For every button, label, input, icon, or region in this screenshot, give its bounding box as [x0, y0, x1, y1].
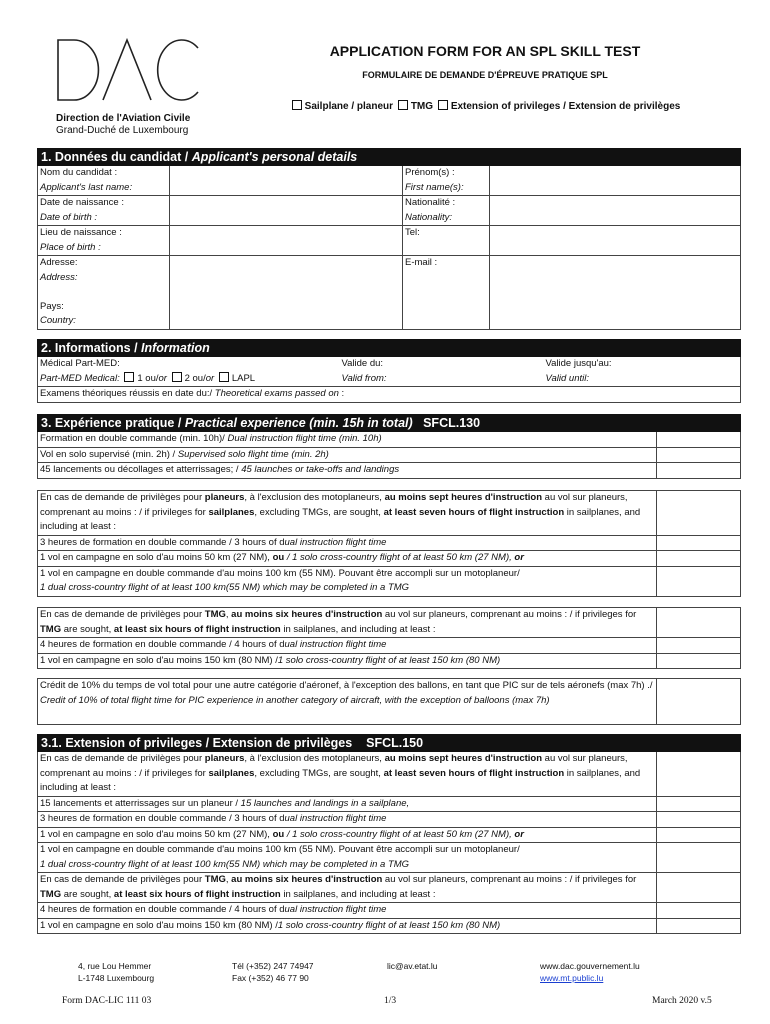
row-ext-tmg-solo-xc: 1 vol en campagne en solo d'au moins 150 km (80 NM) /1 solo cross-country flight of at least 150 km (80 NM) [38, 918, 657, 934]
footer-email[interactable]: lic@av.etat.lu [387, 961, 438, 971]
ext-tmg-intro: En cas de demande de privilèges pour TMG, au moins six heures d'instruction au vol sur planeurs, comprenant au moins : / if privileges for TMG are sought, at least six hours of flight instruction in sailplanes, and including at least : [38, 873, 657, 903]
row-ext-dual-xc: 1 vol en campagne en double commande d'au moins 100 km (55 NM). Pouvant être accompli sur un motoplaneur/ 1 dual cross-country flight of at least 100 km(55 NM) which may be completed in a TMG [38, 843, 657, 873]
row-sail-dual: 3 heures de formation en double commande / 3 hours of dual instruction flight time [38, 535, 657, 551]
logo-line-2: Grand-Duché de Luxembourg [56, 125, 189, 136]
label-first-name: Prénom(s) : First name(s): [403, 166, 490, 196]
input-tmg-total[interactable] [657, 608, 741, 638]
section-1-heading: 1. Données du candidat / Applicant's personal details [38, 149, 741, 166]
row-dual-instruction: Formation en double commande (min. 10h)/ Dual instruction flight time (min. 10h) [38, 432, 657, 448]
input-dob[interactable] [170, 196, 403, 226]
checkbox-medical-lapl[interactable] [219, 372, 229, 382]
input-ext-tmg-total[interactable] [657, 873, 741, 903]
input-nationality[interactable] [490, 196, 741, 226]
category-options [230, 100, 740, 112]
label-nationality: Nationalité : Nationality: [403, 196, 490, 226]
row-sail-dual-xc: 1 vol en campagne en double commande d'au moins 100 km (55 NM). Pouvant être accompli sur un motoplaneur/ 1 dual cross-country flight of at least 100 km(55 NM) which may be completed in a TMG [38, 566, 657, 596]
input-sail-dual[interactable] [657, 535, 741, 551]
input-address[interactable] [170, 256, 403, 330]
sailplane-intro: En cas de demande de privilèges pour planeurs, à l'exclusion des motoplaneurs, au moins sept heures d'instruction au vol sur planeurs, comprenant au moins : / if privileges for sailplanes, excluding TMGs, are sought, at least seven hours of flight instruction in sailplanes, and including at least : [38, 491, 657, 536]
tmg-intro: En cas de demande de privilèges pour TMG, au moins six heures d'instruction au vol sur planeurs, comprenant au moins : / if privileges for TMG are sought, at least six hours of flight instruction in sailplanes, and including at least : [38, 608, 657, 638]
input-last-name[interactable] [170, 166, 403, 196]
input-place-of-birth[interactable] [170, 226, 403, 256]
page-title: APPLICATION FORM FOR AN SPL SKILL TEST [329, 43, 641, 59]
valid-until[interactable]: Valide jusqu'au: Valid until: [544, 357, 741, 387]
footer-fax: Fax (+352) 46 77 90 [232, 973, 309, 983]
option-sailplane: Sailplane / planeur [304, 101, 394, 112]
form-version: March 2020 v.5 [652, 996, 712, 1006]
credit-requirements [37, 678, 741, 725]
input-credit[interactable] [657, 679, 741, 725]
input-ext-launches[interactable] [657, 796, 741, 812]
footer-address [78, 960, 154, 984]
input-tmg-dual[interactable] [657, 638, 741, 654]
page-number: 1/3 [384, 996, 397, 1006]
checkbox-medical-2[interactable] [172, 372, 182, 382]
section-3-heading: 3. Expérience pratique / Practical experience (min. 15h in total) SFCL.130 [38, 415, 741, 432]
input-sail-solo-xc[interactable] [657, 551, 741, 567]
ext-sailplane-intro: En cas de demande de privilèges pour planeurs, à l'exclusion des motoplaneurs, au moins sept heures d'instruction au vol sur planeurs, comprenant au moins : / if privileges for sailplanes, excluding TMGs, are sought, at least seven hours of flight instruction in sailplanes, and including at least : [38, 752, 657, 797]
label-place-of-birth: Lieu de naissance : Place of birth : [38, 226, 170, 256]
input-first-name[interactable] [490, 166, 741, 196]
input-ext-solo-xc[interactable] [657, 827, 741, 843]
page-subtitle: FORMULAIRE DE DEMANDE D'ÉPREUVE PRATIQUE SPL [362, 70, 608, 80]
input-ext-dual[interactable] [657, 812, 741, 828]
input-ext-dual-xc[interactable] [657, 843, 741, 873]
input-ext-tmg-solo-xc[interactable] [657, 918, 741, 934]
input-dual-instruction[interactable] [657, 432, 741, 448]
section-applicant-details [37, 148, 741, 330]
input-tel[interactable] [490, 226, 741, 256]
row-ext-dual: 3 heures de formation en double commande / 3 hours of dual instruction flight time [38, 812, 657, 828]
label-dob: Date de naissance : Date of birth : [38, 196, 170, 226]
input-sail-dual-xc[interactable] [657, 566, 741, 596]
option-tmg: TMG [410, 101, 434, 112]
input-supervised-solo[interactable] [657, 447, 741, 463]
row-supervised-solo: Vol en solo supervisé (min. 2h) / Supervised solo flight time (min. 2h) [38, 447, 657, 463]
footer-street: 4, rue Lou Hemmer [78, 961, 152, 971]
footer-web-dac[interactable]: www.dac.gouvernement.lu [540, 961, 640, 971]
row-launches: 45 lancements ou décollages et atterrissages; / 45 launches or take-offs and landings [38, 463, 657, 479]
input-email[interactable] [490, 256, 741, 330]
row-credit: Crédit de 10% du temps de vol total pour une autre catégorie d'aéronef, à l'exception des ballons, en tant que PIC sur de tels aéronefs (max 7h) ./ Credit of 10% of total flight time for PIC experience in another category of aircraft, with the exception of balloons (max 7h) [38, 679, 657, 725]
label-last-name: Nom du candidat : Applicant's last name: [38, 166, 170, 196]
option-extension: Extension of privileges / Extension de privilèges [450, 101, 681, 112]
tmg-requirements [37, 607, 741, 669]
dac-logo [56, 34, 201, 110]
section-3-1-heading: 3.1. Extension of privileges / Extension de privilèges SFCL.150 [38, 735, 741, 752]
valid-from[interactable]: Valide du: Valid from: [340, 357, 544, 387]
checkbox-tmg[interactable] [398, 100, 408, 110]
row-ext-launches: 15 lancements et atterrissages sur un planeur / 15 launches and landings in a sailplane, [38, 796, 657, 812]
checkbox-extension[interactable] [438, 100, 448, 110]
row-ext-tmg-dual: 4 heures de formation en double commande / 4 hours of dual instruction flight time [38, 903, 657, 919]
footer-web-mt[interactable]: www.mt.public.lu [540, 973, 604, 983]
input-tmg-solo-xc[interactable] [657, 653, 741, 669]
row-sail-solo-xc: 1 vol en campagne en solo d'au moins 50 km (27 NM), ou / 1 solo cross-country flight of at least 50 km (27 NM), or [38, 551, 657, 567]
row-tmg-dual: 4 heures de formation en double commande / 4 hours of dual instruction flight time [38, 638, 657, 654]
row-ext-solo-xc: 1 vol en campagne en solo d'au moins 50 km (27 NM), ou / 1 solo cross-country flight of at least 50 km (27 NM), or [38, 827, 657, 843]
logo-line-1: Direction de l'Aviation Civile [56, 113, 191, 124]
footer-city: L-1748 Luxembourg [78, 973, 155, 983]
medical-options: Médical Part-MED: Part-MED Medical: 1 ou/or 2 ou/or LAPL [38, 357, 340, 387]
section-practical-experience [37, 414, 741, 479]
input-ext-sail-total[interactable] [657, 752, 741, 797]
form-number: Form DAC-LIC 111 03 [62, 996, 152, 1006]
sailplane-requirements [37, 490, 741, 597]
checkbox-medical-1[interactable] [124, 372, 134, 382]
row-tmg-solo-xc: 1 vol en campagne en solo d'au moins 150 km (80 NM) /1 solo cross-country flight of at least 150 km (80 NM) [38, 653, 657, 669]
input-ext-tmg-dual[interactable] [657, 903, 741, 919]
section-information [37, 339, 741, 403]
footer-tel: Tél (+352) 247 74947 [232, 961, 314, 971]
input-launches[interactable] [657, 463, 741, 479]
logo-caption [56, 113, 190, 137]
label-address: Adresse: Address: Pays: Country: [38, 256, 170, 330]
label-tel: Tel: [403, 226, 490, 256]
section-extension [37, 734, 741, 934]
checkbox-sailplane[interactable] [292, 100, 302, 110]
section-2-heading: 2. Informations / Information [38, 340, 741, 357]
footer-web [540, 960, 640, 984]
theory-exams-row[interactable]: Examens théoriques réussis en date du:/ Theoretical exams passed on : [38, 387, 741, 403]
footer-phone [232, 960, 314, 984]
label-email: E-mail : [403, 256, 490, 330]
input-sailplane-total[interactable] [657, 491, 741, 536]
